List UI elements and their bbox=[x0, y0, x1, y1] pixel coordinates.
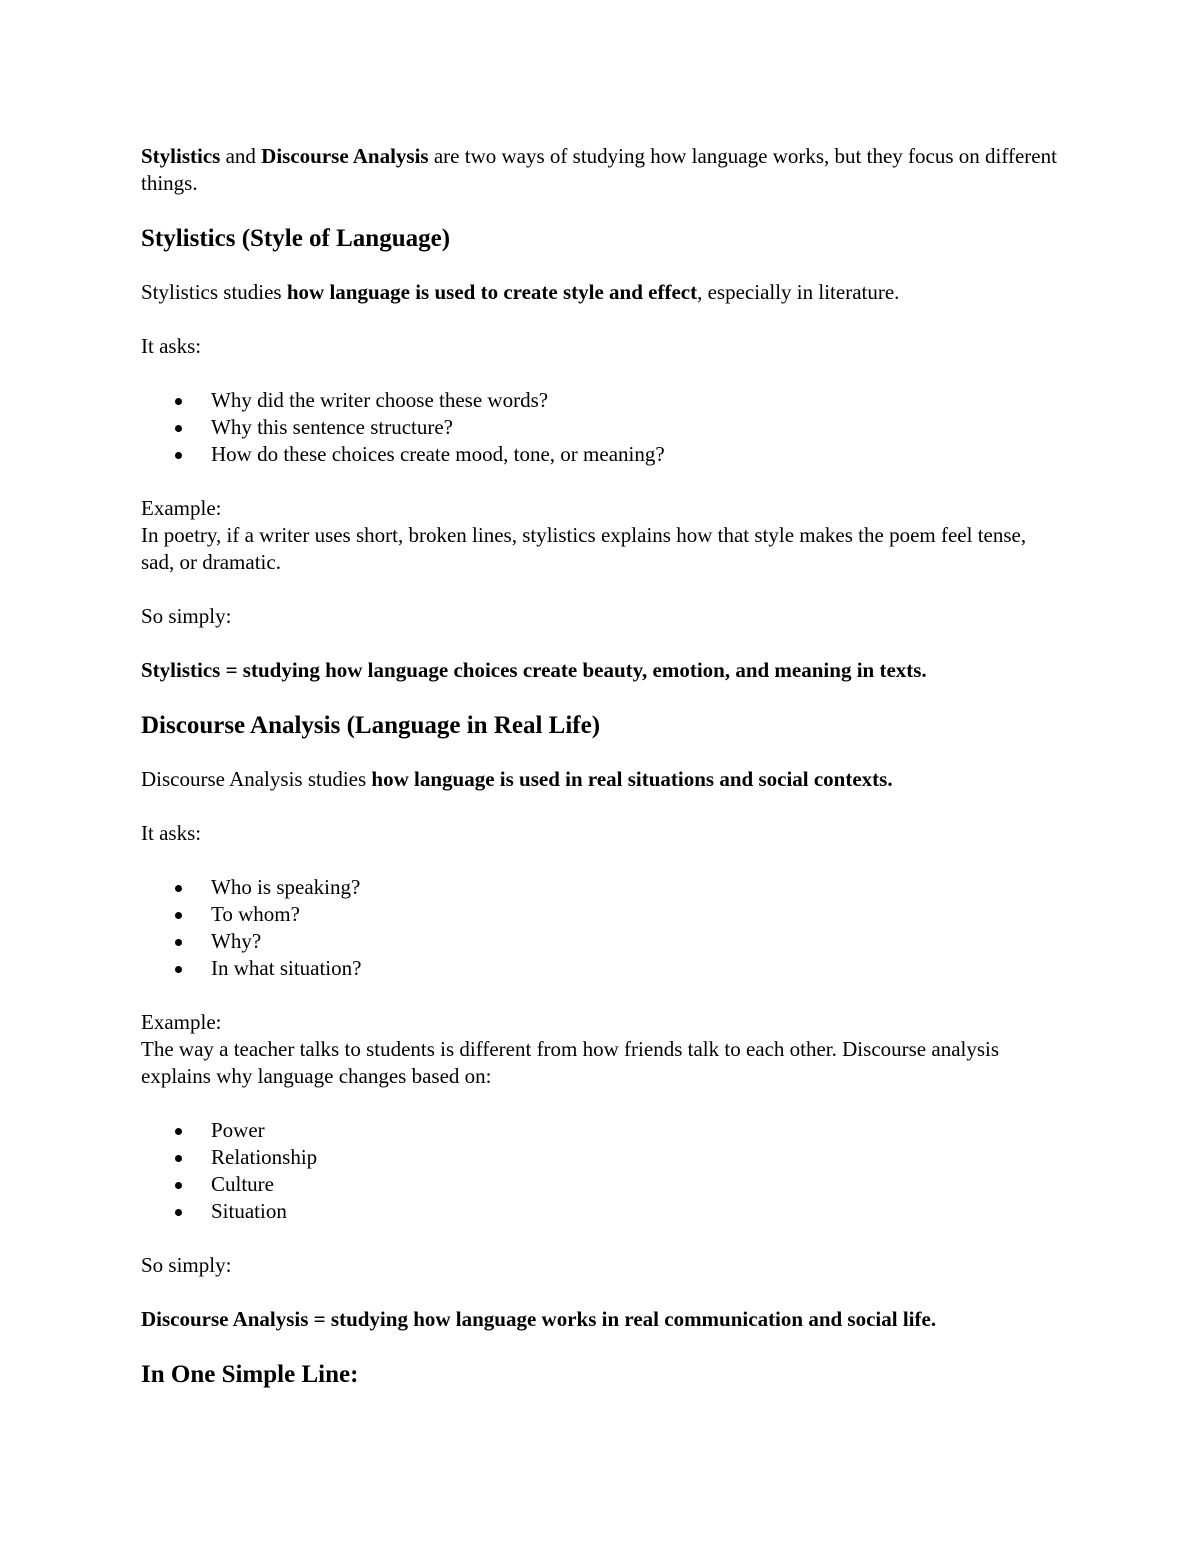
list-item-text: How do these choices create mood, tone, or meaning? bbox=[211, 442, 665, 466]
list-item-text: Why this sentence structure? bbox=[211, 415, 453, 439]
bullet-icon bbox=[175, 1128, 182, 1135]
bullet-icon bbox=[175, 1209, 182, 1216]
stylistics-summary-text: Stylistics = studying how language choices create beauty, emotion, and meaning in texts. bbox=[141, 658, 927, 682]
bullet-icon bbox=[175, 885, 182, 892]
list-item bbox=[141, 1171, 1061, 1198]
list-item-text: Who is speaking? bbox=[211, 875, 361, 899]
document-page bbox=[141, 143, 1061, 1415]
stylistics-questions-list bbox=[141, 387, 1061, 468]
list-item bbox=[141, 1198, 1061, 1225]
list-item bbox=[141, 387, 1061, 414]
stylistics-so-simply: So simply: bbox=[141, 604, 232, 628]
discourse-summary-text: Discourse Analysis = studying how language works in real communication and social life. bbox=[141, 1307, 937, 1331]
bullet-icon bbox=[175, 1155, 182, 1162]
discourse-questions-list bbox=[141, 874, 1061, 982]
stylistics-example-label: Example: bbox=[141, 496, 222, 520]
intro-rest: are two ways of studying how language works, but they focus on different things. bbox=[141, 144, 1057, 195]
stylistics-def-post: , especially in literature. bbox=[697, 280, 900, 304]
intro-paragraph bbox=[141, 143, 1061, 197]
bullet-icon bbox=[175, 1182, 182, 1189]
discourse-def-pre: Discourse Analysis studies bbox=[141, 767, 372, 791]
discourse-factors-list bbox=[141, 1117, 1061, 1225]
bullet-icon bbox=[175, 452, 182, 459]
discourse-summary bbox=[141, 1306, 1061, 1333]
bullet-icon bbox=[175, 398, 182, 405]
list-item-text: Culture bbox=[211, 1172, 274, 1196]
list-item bbox=[141, 928, 1061, 955]
list-item bbox=[141, 901, 1061, 928]
list-item-text: Why did the writer choose these words? bbox=[211, 388, 549, 412]
bullet-icon bbox=[175, 425, 182, 432]
final-heading: In One Simple Line: bbox=[141, 1361, 359, 1388]
bullet-icon bbox=[175, 912, 182, 919]
discourse-so-simply: So simply: bbox=[141, 1253, 232, 1277]
list-item bbox=[141, 441, 1061, 468]
list-item-text: To whom? bbox=[211, 902, 300, 926]
discourse-example-text: The way a teacher talks to students is different from how friends talk to each other. Discourse analysis explains why language changes based on: bbox=[141, 1037, 1000, 1088]
intro-term-discourse: Discourse Analysis bbox=[261, 144, 429, 168]
list-item-text: Relationship bbox=[211, 1145, 318, 1169]
list-item bbox=[141, 955, 1061, 982]
stylistics-summary bbox=[141, 657, 1061, 684]
list-item bbox=[141, 1144, 1061, 1171]
intro-term-stylistics: Stylistics bbox=[141, 144, 221, 168]
discourse-def-bold: how language is used in real situations and social contexts. bbox=[371, 767, 893, 791]
stylistics-example-text: In poetry, if a writer uses short, broken lines, stylistics explains how that style makes the poem feel tense, sad, or dramatic. bbox=[141, 523, 1027, 574]
discourse-asks: It asks: bbox=[141, 821, 202, 845]
discourse-definition bbox=[141, 766, 1061, 793]
list-item-text: Power bbox=[211, 1118, 265, 1142]
list-item bbox=[141, 874, 1061, 901]
intro-and: and bbox=[220, 144, 262, 168]
discourse-heading: Discourse Analysis (Language in Real Life) bbox=[141, 712, 601, 739]
stylistics-def-pre: Stylistics studies bbox=[141, 280, 287, 304]
stylistics-heading: Stylistics (Style of Language) bbox=[141, 225, 451, 252]
stylistics-definition bbox=[141, 279, 1061, 306]
bullet-icon bbox=[175, 939, 182, 946]
list-item bbox=[141, 414, 1061, 441]
stylistics-asks: It asks: bbox=[141, 334, 202, 358]
stylistics-def-bold: how language is used to create style and effect bbox=[286, 280, 698, 304]
list-item-text: Situation bbox=[211, 1199, 287, 1223]
list-item-text: In what situation? bbox=[211, 956, 362, 980]
discourse-example-label: Example: bbox=[141, 1010, 222, 1034]
list-item-text: Why? bbox=[211, 929, 262, 953]
list-item bbox=[141, 1117, 1061, 1144]
bullet-icon bbox=[175, 966, 182, 973]
